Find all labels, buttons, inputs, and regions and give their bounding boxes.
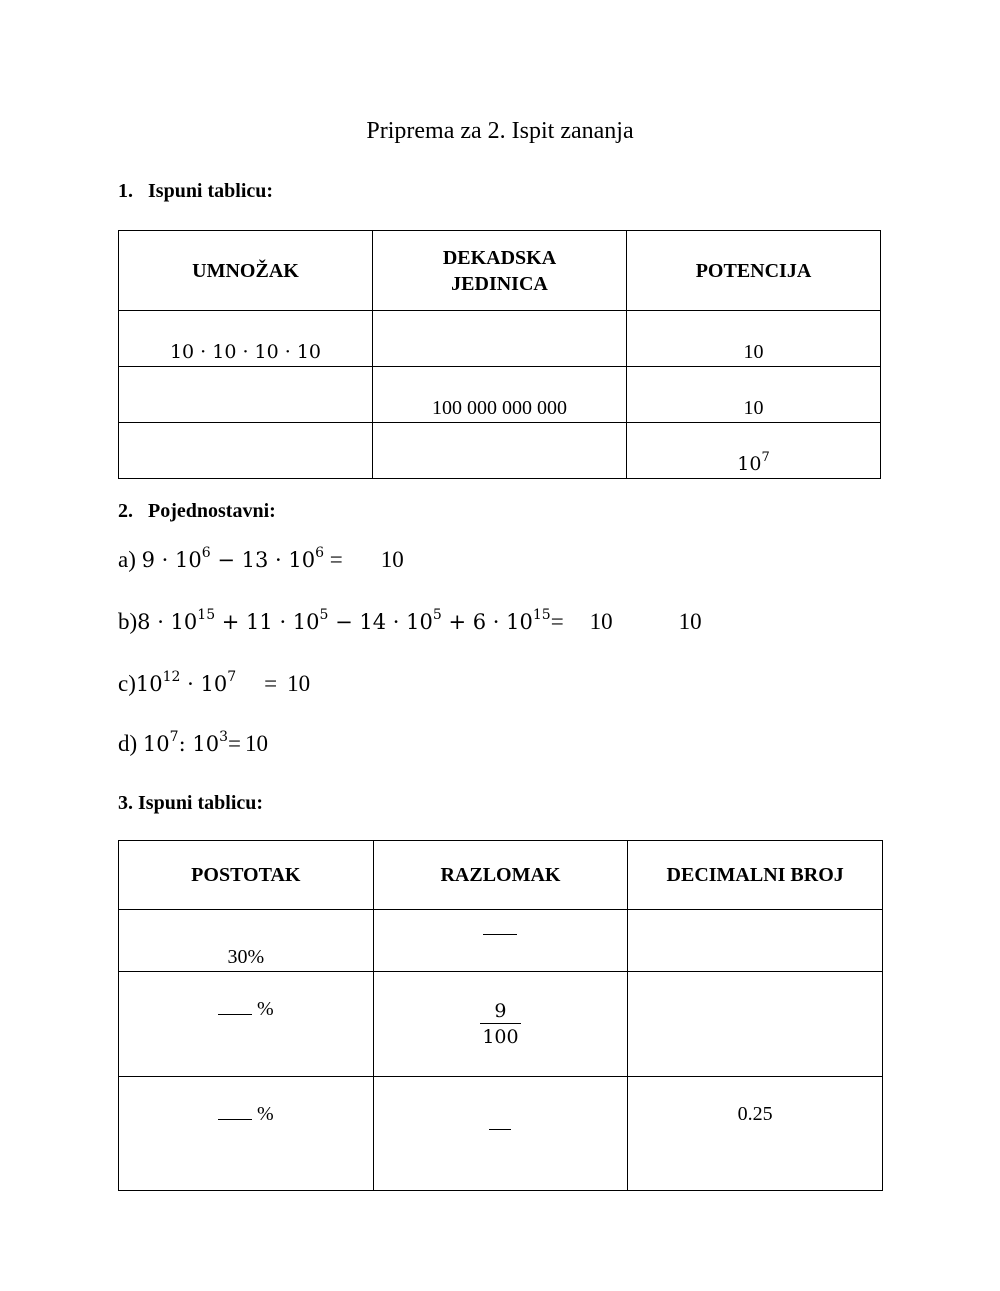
header-dekadska-label: DEKADSKA JEDINICA (442, 246, 557, 295)
razlomak-blank[interactable] (483, 920, 517, 935)
razlomak-cell[interactable] (373, 1077, 628, 1191)
table-row (119, 367, 881, 423)
task-b-answer-2[interactable]: 10 (678, 609, 702, 634)
section-3-heading (118, 792, 263, 815)
potencija-base: 10 (737, 453, 762, 475)
umnozak-cell[interactable] (119, 423, 373, 479)
table-row (119, 910, 883, 972)
potencija-cell[interactable] (627, 367, 881, 423)
header-umnozak: UMNOŽAK (119, 231, 373, 311)
table-powers (118, 230, 881, 479)
razlomak-cell (373, 972, 628, 1077)
potencija-cell[interactable] (627, 311, 881, 367)
task-b-label: b) (118, 609, 138, 634)
postotak-cell (119, 972, 374, 1077)
task-c-label: c) (118, 671, 136, 696)
header-dekadska-jedinica (373, 231, 627, 311)
section-2-heading (118, 500, 276, 523)
umnozak-cell (119, 311, 373, 367)
razlomak-cell[interactable] (373, 910, 628, 972)
potencija-base: 10 (743, 397, 764, 419)
task-c-answer[interactable]: 10 (287, 671, 311, 696)
umnozak-value: 10 · 10 · 10 · 10 (169, 341, 322, 363)
postotak-suffix: % (256, 998, 274, 1020)
umnozak-cell[interactable] (119, 367, 373, 423)
task-d-equals: = (227, 731, 241, 756)
dekadska-cell[interactable] (373, 311, 627, 367)
postotak-cell: 30% (119, 910, 374, 972)
task-d-answer[interactable]: 10 (244, 731, 268, 756)
task-c (118, 671, 310, 697)
header-decimalni-broj: DECIMALNI BROJ (628, 841, 883, 910)
task-a-answer[interactable]: 10 (380, 547, 404, 572)
task-d-expression: $10^7$: $10^3$ (142, 729, 228, 756)
section-3-number: 3. (118, 792, 133, 814)
task-d-label: d) (118, 731, 138, 756)
header-potencija: POTENCIJA (627, 231, 881, 311)
fraction (480, 999, 520, 1050)
postotak-suffix: % (256, 1103, 274, 1125)
task-a-label: a) (118, 547, 136, 572)
postotak-cell (119, 1077, 374, 1191)
task-d (118, 731, 268, 757)
table-percentages (118, 840, 883, 1191)
section-2-number: 2. (118, 500, 133, 522)
header-postotak: POSTOTAK (119, 841, 374, 910)
decimalni-cell[interactable] (628, 910, 883, 972)
fraction-numerator: 9 (494, 999, 507, 1022)
task-b-answer-1[interactable]: 10 (589, 609, 613, 634)
dekadska-cell: 100 000 000 000 (373, 367, 627, 423)
razlomak-blank[interactable] (489, 1115, 511, 1130)
potencija-base: 10 (743, 341, 764, 363)
postotak-blank[interactable] (218, 1105, 252, 1120)
postotak-blank[interactable] (218, 1000, 252, 1015)
table-row (119, 972, 883, 1077)
section-1-heading (118, 180, 273, 203)
table-header-row (119, 841, 883, 910)
dekadska-cell[interactable] (373, 423, 627, 479)
fraction-denominator: 100 (480, 1023, 520, 1050)
section-1-heading-text: Ispuni tablicu: (148, 180, 274, 202)
section-1-number: 1. (118, 180, 133, 202)
table-header-row (119, 231, 881, 311)
section-2-heading-text: Pojednostavni: (148, 500, 276, 522)
potencija-exponent: 7 (761, 450, 770, 465)
task-a-expression: $9 \cdot 10^6 - 13 \cdot 10^6$ (141, 545, 324, 572)
task-c-expression: $10^{12} \cdot 10^7$ (135, 669, 237, 696)
task-b-expression: $8 \cdot 10^{15} + 11 \cdot 10^5 - 14 \cdot 10^5 + 6 \cdot 10^{15}$ (137, 607, 551, 634)
decimalni-cell: 0.25 (628, 1077, 883, 1191)
table-row (119, 1077, 883, 1191)
potencija-cell (627, 423, 881, 479)
header-razlomak: RAZLOMAK (373, 841, 628, 910)
page-title: Priprema za 2. Ispit zananja (366, 118, 634, 144)
task-c-equals: = (264, 671, 278, 696)
potencija-value (737, 450, 770, 475)
task-b-equals: = (550, 609, 564, 634)
task-b (118, 609, 702, 635)
table-row (119, 311, 881, 367)
decimalni-cell[interactable] (628, 972, 883, 1077)
task-a-equals: = (324, 547, 343, 572)
table-row (119, 423, 881, 479)
task-a (118, 547, 404, 573)
section-3-heading-text: Ispuni tablicu: (138, 792, 264, 814)
